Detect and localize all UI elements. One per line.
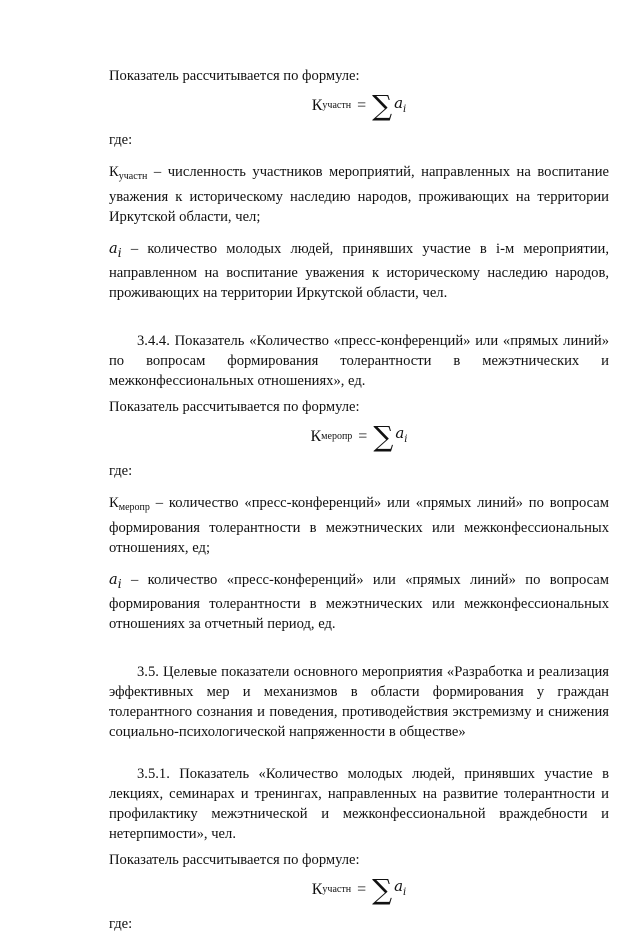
definition-a: $a_i$ – количество молодых людей, принявших участие в i-м мероприятии, направленном на воспитание уважения к историческому наследию народов, проживающих на территории Иркутской области, чел. (109, 240, 609, 301)
formula-k-meropr (109, 419, 609, 455)
sum-sign: ∑ (372, 89, 393, 122)
definition-k: $К_{меропр}$ – количество «пресс-конференций» или «прямых линий» по вопросам формирования толерантности в межэтнических или межконфессиональных отношениях, ед; (109, 494, 609, 556)
formula-term: $a_i$ (394, 93, 407, 115)
where-label: где: (109, 132, 133, 148)
formula-subscript: участн (322, 883, 352, 895)
formula-equals: = (357, 97, 367, 114)
definition-k: $К_{участн}$ – численность участников мероприятий, направленных на воспитание уважения к историческому наследию народов, проживающих на территории Иркутской области, чел; (109, 164, 609, 225)
definition-a: $a_i$ – количество «пресс-конференций» или «прямых линий» по вопросам формирования толерантности в межэтнических или межконфессиональных отношениях за отчетный период, ед. (109, 570, 609, 632)
formula-intro: Показатель рассчитывается по формуле: (109, 398, 360, 415)
formula-intro: Показатель рассчитывается по формуле: (109, 851, 360, 868)
formula-subscript: меропр (321, 430, 353, 442)
formula-term: $a_i$ (394, 877, 407, 899)
formula-symbol: К (310, 427, 322, 445)
sum-sign: ∑ (373, 419, 394, 453)
section-heading-3-5: 3.5. Целевые показатели основного мероприятия «Разработка и реализация эффективных мер и механизмов в области формирования у граждан толерантного сознания и поведения, противодействия экстремизму и снижения социально-психологической напряженности в обществе» (109, 663, 609, 740)
sum-sign: ∑ (372, 872, 393, 906)
formula-symbol: К (311, 880, 323, 898)
formula-intro: Показатель рассчитывается по формуле: (109, 68, 360, 84)
section-heading-3-4-4: 3.4.4. Показатель «Количество «пресс-конференций» или «прямых линий» по вопросам формирования толерантности в межэтнических и межконфессиональных отношениях», ед. (109, 332, 609, 389)
formula-term: $a_i$ (395, 424, 408, 446)
formula-k-uchastn (109, 872, 609, 908)
formula-equals: = (357, 880, 367, 898)
formula-equals: = (358, 427, 368, 445)
formula-k-uchastn (109, 88, 609, 124)
where-label: где: (109, 462, 133, 479)
document-page (109, 66, 609, 946)
formula-subscript: участн (322, 100, 352, 111)
formula-symbol: К (311, 97, 323, 114)
where-label: где: (109, 915, 133, 932)
section-heading-3-5-1: 3.5.1. Показатель «Количество молодых людей, принявших участие в лекциях, семинарах и тренингах, направленных на развитие толерантности и профилактику межэтнической и межконфессиональной враждебности и нетерпимости», чел. (109, 765, 609, 842)
